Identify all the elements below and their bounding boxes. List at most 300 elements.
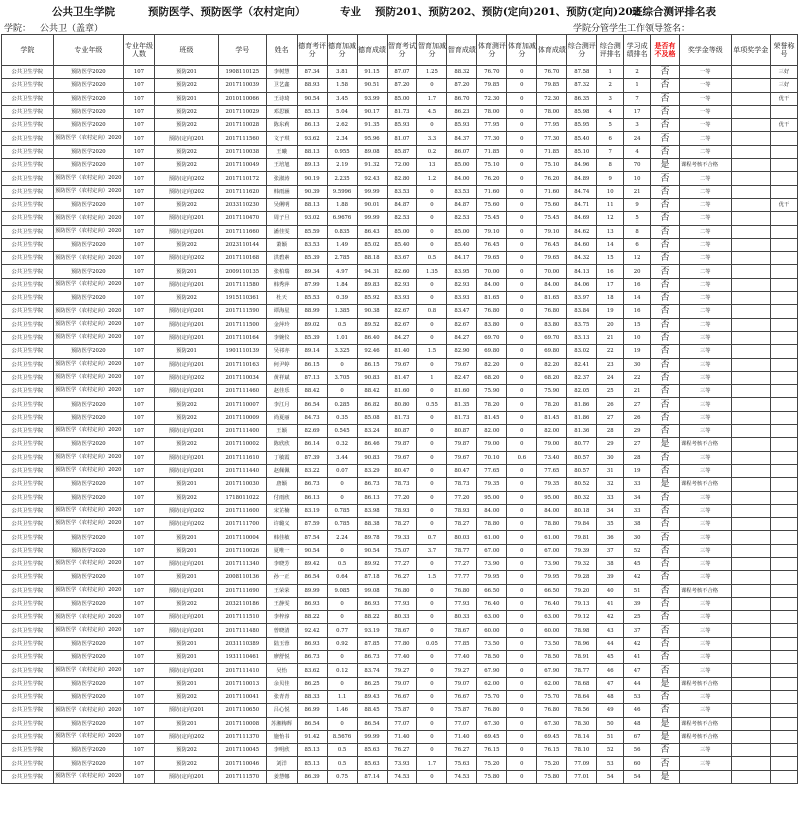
table-cell: 三等 <box>679 611 731 624</box>
table-row <box>2 504 798 517</box>
table-cell: 2017110002 <box>219 438 267 451</box>
table-cell: 0 <box>327 491 357 504</box>
table-cell <box>731 451 770 464</box>
table-cell: 76.27 <box>447 744 477 757</box>
table-cell: 0.92 <box>327 637 357 650</box>
table-row <box>2 265 798 278</box>
table-cell: 42 <box>597 611 624 624</box>
table-cell: 课程考核不合格 <box>679 478 731 491</box>
table-cell: 预防(定向)202 <box>154 730 218 743</box>
table-cell: 37 <box>597 544 624 557</box>
table-cell: 78.00 <box>537 105 567 118</box>
table-cell: 否 <box>651 544 680 557</box>
table-cell: 0 <box>417 385 447 398</box>
table-cell: 19 <box>624 464 651 477</box>
table-cell: 6 <box>597 132 624 145</box>
table-cell: 2017110013 <box>219 677 267 690</box>
table-cell: 37 <box>624 624 651 637</box>
table-cell <box>731 66 770 79</box>
column-header: 学习成绩排名 <box>624 35 651 66</box>
table-cell: 0 <box>507 744 537 757</box>
table-cell: 公共卫生学院 <box>2 385 54 398</box>
table-cell: 83.67 <box>387 252 417 265</box>
table-cell: 76.20 <box>477 172 507 185</box>
table-cell: 69.45 <box>477 730 507 743</box>
table-cell: 82.80 <box>387 172 417 185</box>
table-cell: 预防202 <box>154 690 218 703</box>
table-cell: 78.50 <box>537 651 567 664</box>
table-row <box>2 305 798 318</box>
table-cell: 0 <box>417 358 447 371</box>
table-cell: 81.45 <box>477 411 507 424</box>
table-cell: 80.33 <box>447 611 477 624</box>
table-cell: 否 <box>651 624 680 637</box>
table-cell <box>731 92 770 105</box>
table-cell: 0 <box>327 717 357 730</box>
table-row <box>2 66 798 79</box>
table-cell: 80.52 <box>567 478 597 491</box>
table-cell: 公共卫生学院 <box>2 212 54 225</box>
table-cell <box>731 132 770 145</box>
table-cell: 89.13 <box>297 159 327 172</box>
table-cell: 76.80 <box>447 584 477 597</box>
table-cell: 否 <box>651 252 680 265</box>
table-cell <box>731 531 770 544</box>
table-cell: 预防(定向)201 <box>154 225 218 238</box>
table-cell <box>731 318 770 331</box>
table-cell: 85.87 <box>387 145 417 158</box>
table-cell: 107 <box>123 624 154 637</box>
table-cell: 否 <box>651 172 680 185</box>
table-cell: 2023110144 <box>219 238 267 251</box>
table-cell <box>770 398 797 411</box>
table-cell: 三等 <box>679 331 731 344</box>
table-cell: 0 <box>507 92 537 105</box>
table-cell: 84.00 <box>537 504 567 517</box>
table-cell: 38 <box>624 518 651 531</box>
table-cell: 33 <box>597 491 624 504</box>
table-cell: 李婉仪 <box>266 331 297 344</box>
table-cell: 否 <box>651 318 680 331</box>
table-cell: 50 <box>597 717 624 730</box>
table-cell: 0 <box>417 597 447 610</box>
table-cell: 77.07 <box>387 717 417 730</box>
table-cell: 预防医学2020 <box>53 398 123 411</box>
table-cell: 81.60 <box>447 385 477 398</box>
table-cell <box>770 425 797 438</box>
table-cell: 88.99 <box>297 305 327 318</box>
table-cell: 张淑涛 <box>266 172 297 185</box>
table-cell: 2017110041 <box>219 690 267 703</box>
table-cell: 40 <box>597 584 624 597</box>
table-cell: 苏湘梅辉 <box>266 717 297 730</box>
table-cell <box>770 770 797 783</box>
table-cell: 78.20 <box>477 398 507 411</box>
table-cell: 69.80 <box>477 345 507 358</box>
table-cell: 86.15 <box>357 358 387 371</box>
table-cell: 79.12 <box>567 611 597 624</box>
table-cell: 83.74 <box>357 664 387 677</box>
table-cell: 0 <box>327 677 357 690</box>
table-cell: 107 <box>123 464 154 477</box>
table-cell: 78.91 <box>567 651 597 664</box>
table-cell: 107 <box>123 278 154 291</box>
table-cell: 2.62 <box>327 119 357 132</box>
table-cell: 否 <box>651 425 680 438</box>
table-cell: 79.67 <box>447 451 477 464</box>
table-cell: 预防医学（农村定向）2020 <box>53 518 123 531</box>
table-cell: 预防202 <box>154 292 218 305</box>
table-cell: 1.46 <box>327 704 357 717</box>
table-cell: 84.74 <box>567 185 597 198</box>
table-cell: 78.73 <box>447 478 477 491</box>
table-cell: 否 <box>651 411 680 424</box>
table-row <box>2 385 798 398</box>
table-cell: 86.46 <box>357 438 387 451</box>
table-cell: 15 <box>597 252 624 265</box>
table-cell: 课程考核不合格 <box>679 730 731 743</box>
table-cell: 0 <box>417 119 447 132</box>
table-cell: 107 <box>123 451 154 464</box>
table-cell: 三好 <box>770 66 797 79</box>
table-cell <box>770 345 797 358</box>
table-cell: 107 <box>123 584 154 597</box>
table-cell: 0 <box>417 557 447 570</box>
table-cell: 2 <box>624 66 651 79</box>
table-cell <box>770 238 797 251</box>
column-header: 体育测评分 <box>477 35 507 66</box>
table-cell: 预防202 <box>154 398 218 411</box>
table-cell: 预防201 <box>154 66 218 79</box>
table-cell: 63.00 <box>477 611 507 624</box>
table-cell <box>731 757 770 770</box>
table-cell: 2033110230 <box>219 198 267 211</box>
table-cell: 预防(定向)201 <box>154 212 218 225</box>
table-cell: 公共卫生学院 <box>2 105 54 118</box>
table-cell: 71.85 <box>477 145 507 158</box>
table-cell: 75.60 <box>537 198 567 211</box>
table-cell: 5 <box>597 119 624 132</box>
table-cell: 67 <box>624 730 651 743</box>
table-cell: 公共卫生学院 <box>2 518 54 531</box>
table-cell: 79.35 <box>537 478 567 491</box>
table-cell: 107 <box>123 504 154 517</box>
table-cell <box>731 385 770 398</box>
table-cell: 80.32 <box>567 491 597 504</box>
table-cell: 107 <box>123 518 154 531</box>
table-cell: 预防医学（农村定向）2020 <box>53 770 123 783</box>
table-cell: 公共卫生学院 <box>2 331 54 344</box>
table-cell: 2017110030 <box>219 478 267 491</box>
table-cell: 金萍玲 <box>266 318 297 331</box>
table-cell: 0 <box>417 491 447 504</box>
table-cell: 78.30 <box>567 717 597 730</box>
table-cell: 李树慧 <box>266 66 297 79</box>
table-cell: 90.01 <box>357 198 387 211</box>
table-cell: 24 <box>624 132 651 145</box>
table-cell: 许璐义 <box>266 518 297 531</box>
table-cell <box>731 664 770 677</box>
table-cell <box>770 145 797 158</box>
table-cell: 63.00 <box>537 611 567 624</box>
table-row <box>2 518 798 531</box>
column-header: 学号 <box>219 35 267 66</box>
table-cell: 0 <box>417 651 447 664</box>
table-cell: 2017111610 <box>219 451 267 464</box>
table-row <box>2 491 798 504</box>
table-cell: 黄祥斌 <box>266 371 297 384</box>
table-cell <box>770 185 797 198</box>
table-cell: 87.14 <box>357 770 387 783</box>
table-cell: 86.39 <box>297 770 327 783</box>
table-cell: 79.27 <box>387 664 417 677</box>
table-cell: 预防(定向)201 <box>154 385 218 398</box>
table-cell: 85.53 <box>297 292 327 305</box>
table-cell: 预防(定向)201 <box>154 704 218 717</box>
table-cell: 2009110135 <box>219 265 267 278</box>
table-cell: 77.65 <box>537 464 567 477</box>
table-cell: 83.13 <box>567 331 597 344</box>
table-row <box>2 425 798 438</box>
table-row <box>2 398 798 411</box>
table-cell: 2017111400 <box>219 425 267 438</box>
table-cell: 8.5676 <box>327 730 357 743</box>
table-cell: 107 <box>123 238 154 251</box>
document-title <box>0 2 799 19</box>
table-cell: 107 <box>123 544 154 557</box>
table-cell: 83.19 <box>297 504 327 517</box>
table-cell: 85.93 <box>447 119 477 132</box>
table-cell: 预防医学2020 <box>53 105 123 118</box>
table-cell: 一等 <box>679 92 731 105</box>
table-cell: 2017111460 <box>219 385 267 398</box>
table-cell: 84.60 <box>567 238 597 251</box>
table-cell: 预防(定向)201 <box>154 331 218 344</box>
table-cell: 否 <box>651 119 680 132</box>
table-cell: 77.77 <box>447 571 477 584</box>
table-cell: 1901110139 <box>219 345 267 358</box>
table-cell: 89.42 <box>297 557 327 570</box>
table-cell: 70.10 <box>477 451 507 464</box>
table-cell: 2017110168 <box>219 252 267 265</box>
table-cell: 60 <box>624 757 651 770</box>
table-cell: 夏唯一 <box>266 544 297 557</box>
table-cell: 86.07 <box>447 145 477 158</box>
table-cell: 公共卫生学院 <box>2 185 54 198</box>
table-cell: 预防201 <box>154 478 218 491</box>
column-header: 专业年级 <box>53 35 123 66</box>
table-cell: 25 <box>597 385 624 398</box>
table-cell: 公共卫生学院 <box>2 66 54 79</box>
table-row <box>2 704 798 717</box>
table-cell: 0 <box>327 358 357 371</box>
table-row <box>2 185 798 198</box>
table-row <box>2 597 798 610</box>
table-cell: 0 <box>507 597 537 610</box>
table-cell: 优干 <box>770 198 797 211</box>
table-cell <box>770 438 797 451</box>
table-cell: 2017110164 <box>219 331 267 344</box>
table-cell: 2 <box>597 79 624 92</box>
table-cell: 107 <box>123 79 154 92</box>
table-cell: 79.95 <box>537 571 567 584</box>
table-cell: 107 <box>123 331 154 344</box>
table-cell: 预防202 <box>154 438 218 451</box>
table-cell: 公共卫生学院 <box>2 744 54 757</box>
table-cell: 刘洋 <box>266 757 297 770</box>
table-cell <box>731 425 770 438</box>
table-cell: 78.27 <box>447 518 477 531</box>
table-cell: 0 <box>507 358 537 371</box>
table-cell: 95.96 <box>357 132 387 145</box>
table-cell: 81.35 <box>447 398 477 411</box>
table-cell: 87.58 <box>567 66 597 79</box>
table-cell: 85.13 <box>297 744 327 757</box>
table-cell: 否 <box>651 278 680 291</box>
title-major-suffix: 专业 <box>340 6 361 18</box>
table-cell: 77.07 <box>447 717 477 730</box>
table-cell: 82.41 <box>567 358 597 371</box>
table-cell <box>731 584 770 597</box>
table-cell: 82.53 <box>387 212 417 225</box>
table-cell: 2017111600 <box>219 504 267 517</box>
table-cell: 77.30 <box>477 132 507 145</box>
table-row <box>2 159 798 172</box>
table-cell: 王诗琦 <box>266 92 297 105</box>
column-header: 专业年级人数 <box>123 35 154 66</box>
table-cell: 107 <box>123 292 154 305</box>
table-cell: 0 <box>507 79 537 92</box>
table-cell: 78.64 <box>567 690 597 703</box>
table-cell: 0 <box>417 331 447 344</box>
table-cell: 20 <box>624 265 651 278</box>
table-cell: 三等 <box>679 664 731 677</box>
table-cell: 预防202 <box>154 119 218 132</box>
table-cell: 49 <box>597 704 624 717</box>
table-cell: 78.00 <box>477 105 507 118</box>
column-header: 体育成绩 <box>537 35 567 66</box>
table-cell: 80.18 <box>567 504 597 517</box>
table-cell: 86.15 <box>297 358 327 371</box>
table-cell: 预防医学2020 <box>53 531 123 544</box>
table-cell: 0 <box>507 757 537 770</box>
table-cell: 0 <box>417 690 447 703</box>
table-cell: 预防医学（农村定向）2020 <box>53 557 123 570</box>
table-cell: 17 <box>624 105 651 118</box>
table-cell <box>731 478 770 491</box>
table-cell: 预防医学（农村定向）2020 <box>53 225 123 238</box>
table-cell <box>731 238 770 251</box>
table-cell: 81.73 <box>387 411 417 424</box>
table-cell <box>770 265 797 278</box>
title-doc-name: 班综合测评排名表 <box>632 6 716 18</box>
table-cell: 82.69 <box>297 425 327 438</box>
table-cell: 79.67 <box>387 358 417 371</box>
table-cell: 83.80 <box>537 318 567 331</box>
table-cell: 69.45 <box>537 730 567 743</box>
table-cell: 预防医学2020 <box>53 544 123 557</box>
table-cell: 88.38 <box>357 518 387 531</box>
table-cell: 68.20 <box>537 371 567 384</box>
table-cell: 6.9676 <box>327 212 357 225</box>
table-cell: 86.35 <box>567 92 597 105</box>
table-cell: 79.81 <box>567 531 597 544</box>
table-cell: 17 <box>597 278 624 291</box>
column-header: 综合测评分 <box>567 35 597 66</box>
column-header: 德育加减分 <box>327 35 357 66</box>
table-cell <box>731 212 770 225</box>
table-cell: 85.00 <box>447 159 477 172</box>
table-cell: 否 <box>651 358 680 371</box>
table-cell: 0 <box>507 292 537 305</box>
table-cell: 曾晓清 <box>266 624 297 637</box>
table-cell: 0 <box>417 438 447 451</box>
table-cell: 2.785 <box>327 252 357 265</box>
table-cell: 预防(定向)202 <box>154 371 218 384</box>
table-cell: 预防医学（农村定向）2020 <box>53 730 123 743</box>
table-cell: 86.93 <box>297 637 327 650</box>
table-row <box>2 611 798 624</box>
table-cell: 107 <box>123 651 154 664</box>
table-cell: 81.40 <box>387 345 417 358</box>
table-cell: 107 <box>123 531 154 544</box>
table-cell: 尚夏丽 <box>266 411 297 424</box>
table-cell: 二等 <box>679 305 731 318</box>
table-cell <box>731 557 770 570</box>
table-cell: 文子琪 <box>266 132 297 145</box>
table-row <box>2 119 798 132</box>
table-cell: 71.60 <box>477 185 507 198</box>
table-cell: 72.30 <box>477 92 507 105</box>
table-cell: 78.67 <box>387 624 417 637</box>
table-cell: 83.53 <box>297 238 327 251</box>
table-cell: 81.36 <box>567 425 597 438</box>
table-cell: 51 <box>624 584 651 597</box>
table-cell: 否 <box>651 198 680 211</box>
table-cell: 0 <box>507 185 537 198</box>
table-cell: 84.00 <box>477 278 507 291</box>
table-cell: 0 <box>417 717 447 730</box>
table-cell: 1 <box>597 66 624 79</box>
table-cell: 90.51 <box>357 79 387 92</box>
table-cell: 李明欣 <box>266 744 297 757</box>
table-cell: 预防(定向)201 <box>154 451 218 464</box>
table-cell: 86.23 <box>447 105 477 118</box>
table-cell <box>731 252 770 265</box>
table-cell: 82.00 <box>537 425 567 438</box>
table-cell: 0 <box>507 265 537 278</box>
table-cell: 81.86 <box>567 398 597 411</box>
table-cell: 0 <box>507 531 537 544</box>
table-cell: 预防医学2020 <box>53 265 123 278</box>
table-cell: 2017111440 <box>219 464 267 477</box>
table-cell: 34 <box>624 491 651 504</box>
table-cell <box>679 770 731 783</box>
table-cell: 75.20 <box>537 757 567 770</box>
table-cell: 81.73 <box>387 105 417 118</box>
table-cell: 86.73 <box>297 478 327 491</box>
table-cell: 73.90 <box>477 557 507 570</box>
table-cell: 0 <box>417 225 447 238</box>
table-cell: 否 <box>651 371 680 384</box>
school-label: 学院： <box>4 24 32 34</box>
table-cell: 95.00 <box>477 491 507 504</box>
table-cell: 2017110046 <box>219 757 267 770</box>
table-cell: 三等 <box>679 411 731 424</box>
table-cell: 28 <box>597 425 624 438</box>
table-cell: 公共卫生学院 <box>2 292 54 305</box>
table-cell: 预防医学2020 <box>53 677 123 690</box>
